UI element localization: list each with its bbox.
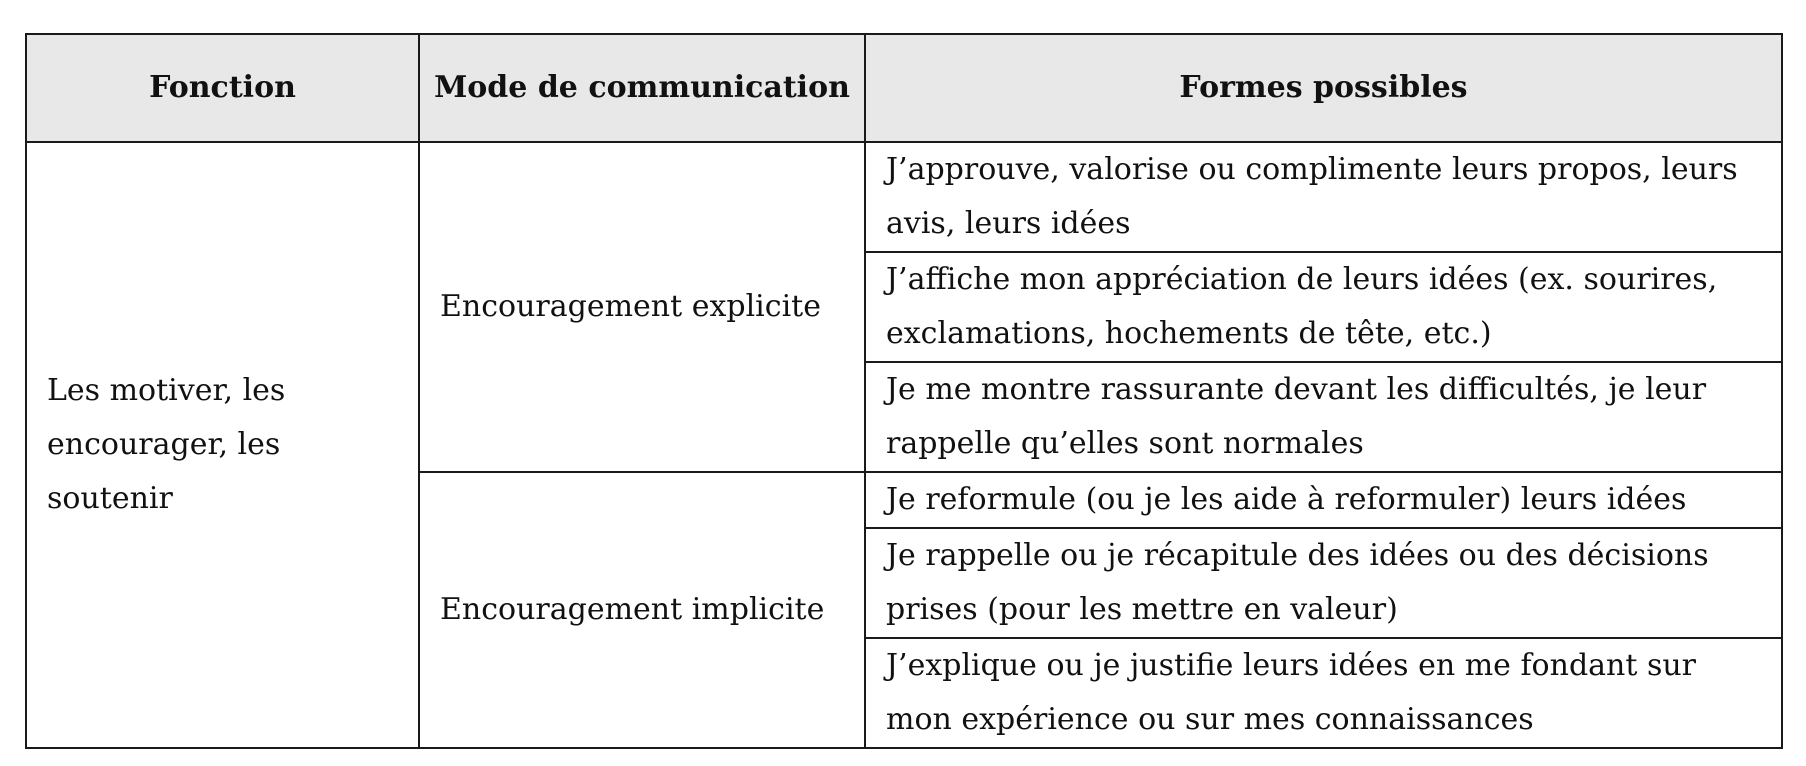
forme-cell: J’affiche mon appréciation de leurs idées (ex. sourires, exclamations, hochements de tête, etc.)	[865, 252, 1782, 362]
forme-cell: Je reformule (ou je les aide à reformuler) leurs idées	[865, 472, 1782, 528]
header-mode: Mode de communication	[419, 34, 865, 142]
table-row	[26, 142, 1782, 252]
header-row	[26, 34, 1782, 142]
communication-table	[25, 33, 1783, 749]
mode-cell-implicite: Encouragement implicite	[419, 472, 865, 748]
forme-cell: Je rappelle ou je récapitule des idées ou des décisions prises (pour les mettre en valeur)	[865, 528, 1782, 638]
forme-cell: Je me montre rassurante devant les difficultés, je leur rappelle qu’elles sont normales	[865, 362, 1782, 472]
header-formes: Formes possibles	[865, 34, 1782, 142]
table-header	[26, 34, 1782, 142]
forme-cell: J’approuve, valorise ou complimente leurs propos, leurs avis, leurs idées	[865, 142, 1782, 252]
fonction-cell: Les motiver, les encourager, les soutenir	[26, 142, 419, 748]
mode-cell-explicite: Encouragement explicite	[419, 142, 865, 472]
forme-cell: J’explique ou je justifie leurs idées en me fondant sur mon expérience ou sur mes connaissances	[865, 638, 1782, 748]
header-fonction: Fonction	[26, 34, 419, 142]
table-body	[26, 142, 1782, 748]
